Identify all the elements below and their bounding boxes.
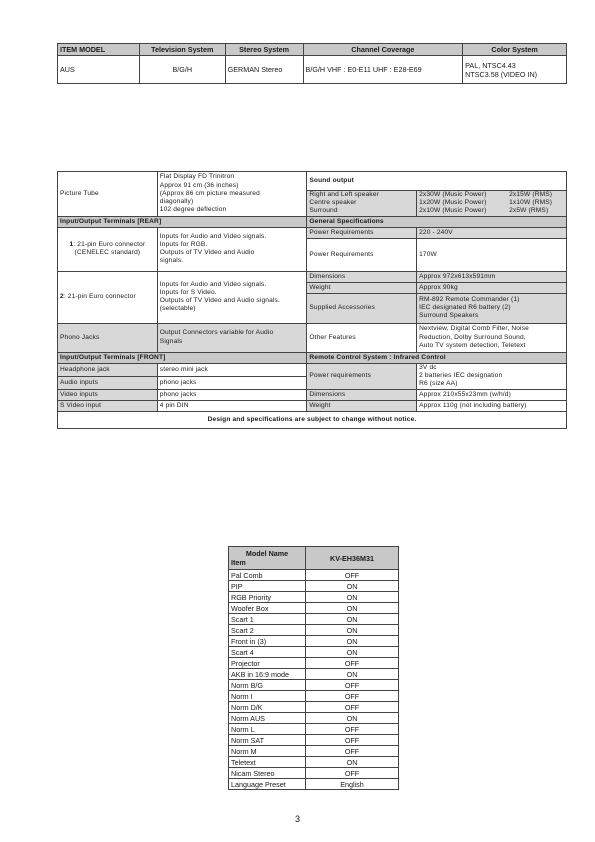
text-line: 1x10W (RMS) [509,199,553,207]
setting-value: ON [306,625,399,636]
table-row [229,713,399,724]
table-row [229,592,399,603]
header-model-value: KV-EH36M31 [306,547,399,570]
setting-item: AKB in 16:9 mode [229,669,306,680]
cell-color [463,56,567,84]
text-line: 1x20W (Music Power) [419,199,487,207]
text-line: (selectable) [159,305,196,313]
header-model-item [229,547,306,570]
setting-item: Norm I [229,691,306,702]
setting-item: Teletext [229,757,306,768]
euro2-number: 2 [60,293,64,301]
table-row [229,570,399,581]
setting-value: OFF [306,680,399,691]
header-stereo-system: Stereo System [225,44,303,56]
setting-item: Norm SAT [229,735,306,746]
text-line: Surround [309,207,338,215]
text-line: Centre speaker [309,199,357,207]
table-row [229,779,399,790]
header-model-name: Model Name [245,549,289,558]
text-line: Flat Display FD Trinitron [159,173,235,181]
setting-item: Front in (3) [229,636,306,647]
power-req-label: Power Requirements [307,227,417,238]
remote-dimensions-value: Approx 210x55x23mm (w/h/d) [417,389,567,400]
table-header-row [58,44,567,56]
header-channel-coverage: Channel Coverage [303,44,463,56]
power-cons-label: Power Requirements [307,238,417,271]
header-item: Item [231,558,246,567]
color-line-2: NTSC3.58 (VIDEO IN) [465,69,538,79]
specifications-table [57,171,567,429]
cell-tv-system: B/G/H [139,56,225,84]
header-item-model: ITEM MODEL [58,44,140,56]
color-line-1: PAL, NTSC4.43 [465,60,516,70]
text-line: Inputs for Audio and Video signals. [159,232,267,240]
text-line: (Approx 86 cm picture measured [159,189,260,197]
sound-values [417,191,567,217]
setting-item: Projector [229,658,306,669]
table-row [229,647,399,658]
cell-stereo: GERMAN Stereo [225,56,303,84]
euro1-label [58,227,158,271]
setting-value: OFF [306,658,399,669]
dimensions-label: Dimensions [307,271,417,282]
text-line: 2x10W (Music Power) [419,207,487,215]
setting-item: Norm B/G [229,680,306,691]
table-row [229,581,399,592]
text-line: 2x15W (RMS) [509,191,553,198]
setting-value: OFF [306,768,399,779]
setting-item: Language Preset [229,779,306,790]
table-row [58,56,567,84]
table-row [229,636,399,647]
setting-value: ON [306,581,399,592]
other-features-label: Other Features [307,323,417,352]
text-line: Outputs of TV Video and Audio signals. [159,297,280,305]
euro1-value [157,227,307,271]
accessories-value [417,293,567,323]
remote-weight-value: Approx 110g (not including battery) [417,400,567,411]
audio-inputs-value: phono jacks [157,376,307,389]
text-line: diagonally) [159,197,194,205]
text-line: 2x5W (RMS) [509,207,549,215]
picture-tube-label: Picture Tube [58,172,158,217]
text-line: Inputs for S Video. [159,288,217,296]
setting-item: Norm AUS [229,713,306,724]
text-line: Inputs for Audio and Video signals. [159,280,267,288]
text-line: Approx 91 cm (36 inches) [159,181,239,189]
remote-weight-label: Weight [307,400,417,411]
text-line: RM-892 Remote Commander (1) [419,295,520,303]
euro1-number: 1 [69,240,74,248]
text-line: Inputs for RGB. [159,240,208,248]
setting-value: ON [306,603,399,614]
remote-control-header: Remote Control System : Infrared Control [307,352,567,363]
sound-output-header: Sound output [307,172,567,191]
text-line: 102 degree deflection [159,206,227,214]
table-row [229,603,399,614]
table-row [229,691,399,702]
setting-value: OFF [306,724,399,735]
text-line: R6 (size AA) [419,380,458,388]
text-line: : 21-pin Euro connector [73,240,146,248]
setting-item: Norm M [229,746,306,757]
text-line: IEC designated R6 battery (2) [419,304,511,312]
setting-value: ON [306,636,399,647]
phono-label: Phono Jacks [58,323,158,352]
setting-item: Scart 4 [229,647,306,658]
setting-item: Nicam Stereo [229,768,306,779]
setting-item: Scart 1 [229,614,306,625]
setting-value: OFF [306,702,399,713]
euro2-value [157,271,307,323]
table-row [229,625,399,636]
text-line: Reduction, Dolby Surround Sound, [419,333,526,341]
setting-value: ON [306,647,399,658]
text-line: (CENELEC standard) [74,249,141,257]
text-line: Signals [159,337,183,345]
header-color-system: Color System [463,44,567,56]
remote-power-value [417,363,567,389]
text-line: Surround Speakers [419,312,479,320]
text-line: 2 batteries IEC designation [419,372,503,380]
remote-dimensions-label: Dimensions [307,389,417,400]
text-line: Output Connectors variable for Audio [159,329,274,337]
weight-label: Weight [307,282,417,293]
remote-power-label: Power requirements [307,363,417,389]
page-number: 3 [294,814,300,824]
text-line: Nextview, Digital Comb Filter, Noise [419,325,529,333]
sound-labels [307,191,417,217]
table-row [229,768,399,779]
setting-item: Pal Comb [229,570,306,581]
setting-item: Scart 2 [229,625,306,636]
table-row [229,680,399,691]
model-settings-table [228,546,399,790]
table-row [229,757,399,768]
table-row [229,724,399,735]
phono-value [157,323,307,352]
euro2-label [58,271,158,323]
table-row [229,702,399,713]
accessories-label: Supplied Accessories [307,293,417,323]
general-specs-header: General Specifications [307,216,567,227]
video-inputs-label: Video inputs [58,389,158,400]
setting-value: OFF [306,746,399,757]
setting-value: English [306,779,399,790]
model-system-table [57,43,567,84]
text-line: Right and Left speaker [309,191,379,198]
table-row [229,614,399,625]
text-line: Auto TV system detection, Teletext [419,341,526,349]
table-row [229,735,399,746]
text-line: : 21-pin Euro connector [63,293,136,301]
setting-item: Norm D/K [229,702,306,713]
disclaimer-footer: Design and specifications are subject to change without notice. [58,411,567,428]
other-features-value [417,323,567,352]
audio-inputs-label: Audio inputs [58,376,158,389]
cell-model: AUS [58,56,140,84]
setting-value: ON [306,713,399,724]
header-television-system: Television System [139,44,225,56]
front-terminals-header: Input/Output Terminals [FRONT] [58,352,307,363]
text-line: Outputs of TV Video and Audio [159,249,255,257]
setting-item: RGB Priority [229,592,306,603]
power-req-value: 220 - 240V [417,227,567,238]
headphone-value: stereo mini jack [157,363,307,376]
headphone-label: Headphone jack [58,363,158,376]
setting-value: OFF [306,570,399,581]
setting-value: ON [306,614,399,625]
weight-value: Approx 90kg [417,282,567,293]
power-cons-value: 170W [417,238,567,271]
setting-item: PIP [229,581,306,592]
dimensions-value: Approx 972x613x591mm [417,271,567,282]
svideo-value: 4 pin DIN [157,400,307,411]
setting-item: Norm L [229,724,306,735]
setting-item: Woofer Box [229,603,306,614]
picture-tube-value [157,172,307,217]
text-line: signals. [159,257,184,265]
svideo-label: S Video input [58,400,158,411]
table-row [229,658,399,669]
video-inputs-value: phono jacks [157,389,307,400]
setting-value: ON [306,757,399,768]
setting-value: ON [306,592,399,603]
cell-channel: B/G/H VHF : E0-E11 UHF : E28-E69 [303,56,463,84]
text-line: 2x30W (Music Power) [419,191,487,198]
setting-value: OFF [306,735,399,746]
table-row [229,746,399,757]
rear-terminals-header: Input/Output Terminals [REAR] [58,216,307,227]
table-row [229,669,399,680]
setting-value: OFF [306,691,399,702]
text-line: 3V dc [419,363,437,371]
setting-value: ON [306,669,399,680]
